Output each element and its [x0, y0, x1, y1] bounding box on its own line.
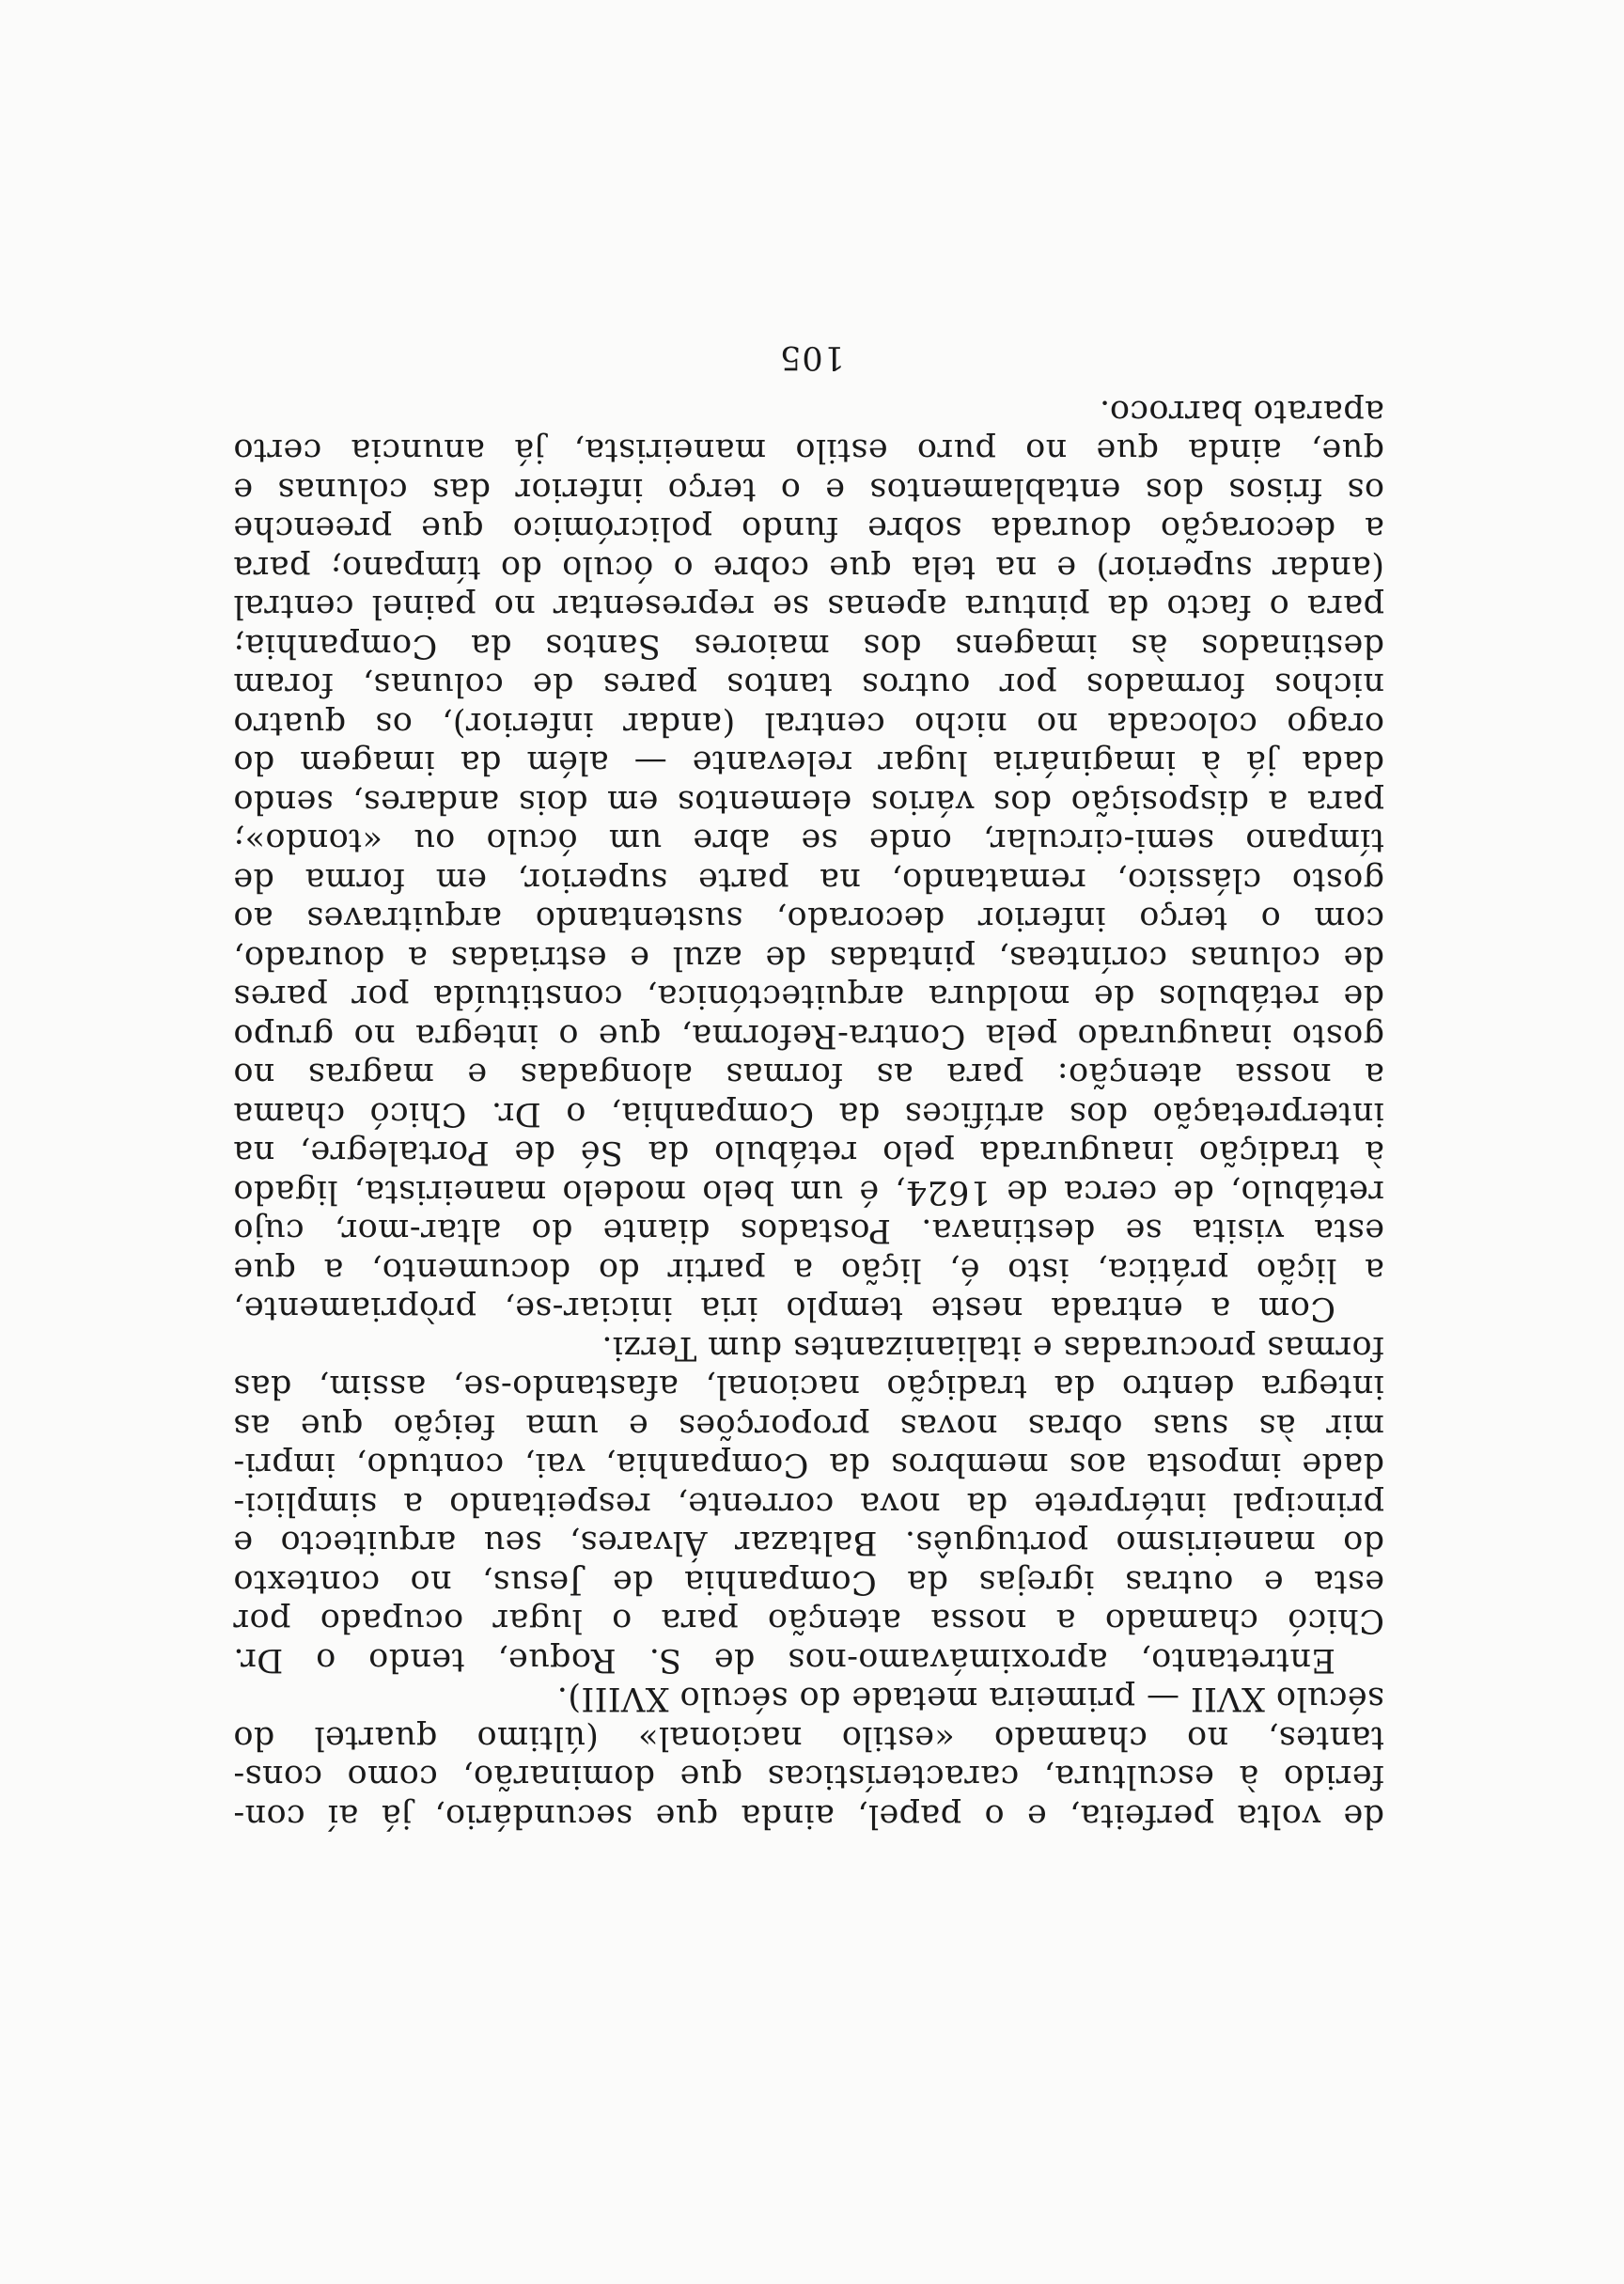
text-line: gosto inaugurado pela Contra-Reforma, que o integra no grupo: [233, 1017, 1384, 1055]
text-line: tantes, no chamado «estilo nacional» (último quartel do: [233, 1719, 1384, 1757]
text-line: destinados às imagens dos maiores Santos da Companhia;: [233, 627, 1384, 665]
text-line: formas procuradas e italianizantes dum Terzi.: [601, 1329, 1384, 1367]
text-line: ferido à escultura, características que dominarão, como cons-: [233, 1758, 1384, 1796]
text-line: a decoração dourada sobre fundo policrómico que preenche: [233, 509, 1384, 548]
text-line: orago colocada no nicho central (andar inferior), os quatro: [233, 705, 1384, 743]
text-line: gosto clássico, rematando, na parte superior, em forma de: [233, 861, 1384, 899]
text-line: Chicó chamado a nossa atenção para o lugar ocupado por: [233, 1602, 1384, 1640]
text-line: tímpano semi-circular, onde se abre um óculo ou «tondo»;: [233, 821, 1384, 860]
text-line: de volta perfeita, e o papel, ainda que secundário, já aí con-: [233, 1797, 1384, 1835]
text-line: dada já à imaginária lugar relevante — além da imagem do: [233, 743, 1384, 782]
text-line: século XVII — primeira metade do século XVIII).: [556, 1680, 1384, 1718]
text-line: os frisos dos entablamentos e o terço inferior das colunas e: [233, 471, 1384, 508]
text-line: com o terço inferior decorado, sustentando arquitraves ao: [233, 900, 1384, 938]
text-line: principal intérprete da nova corrente, respeitando a simplici-: [233, 1485, 1384, 1523]
text-line: de colunas corínteas, pintadas de azul e estriadas a dourado,: [233, 939, 1384, 977]
text-line: dade imposta aos membros da Companhia, vai, contudo, impri-: [233, 1446, 1384, 1484]
body-text: [233, 392, 1384, 1836]
text-line: para a disposição dos vários elementos em dois andares, sendo: [233, 783, 1384, 821]
page-number: 105: [779, 338, 845, 376]
text-line: mir às suas obras novas proporções e uma feição que as: [233, 1407, 1384, 1445]
text-line: (andar superior) e na tela que cobre o óculo do tímpano; para: [233, 549, 1384, 587]
text-line: integra dentro da tradição nacional, afastando-se, assim, das: [233, 1368, 1384, 1406]
text-line: à tradição inaugurada pelo retábulo da Sé de Portalegre, na: [233, 1134, 1384, 1172]
text-line: retábulo, de cerca de 1624, é um belo modelo maneirista, ligado: [233, 1173, 1384, 1211]
text-line: Com a entrada neste templo iria iniciar-se, pròpriamente,: [233, 1290, 1335, 1328]
text-line: esta e outras igrejas da Companhia de Jesus, no contexto: [233, 1563, 1384, 1601]
text-line: do maneirismo português. Baltazar Álvares, seu arquitecto e: [233, 1524, 1384, 1562]
text-line: nichos formados por outros tantos pares de colunas, foram: [233, 665, 1384, 704]
text-line: Entretanto, aproximávamo-nos de S. Roque, tendo o Dr.: [233, 1641, 1335, 1679]
text-line: esta visita se destinava. Postados diante do altar-mor, cujo: [233, 1212, 1384, 1250]
text-line: aparato barroco.: [1099, 393, 1384, 430]
text-line: que, ainda que no puro estilo maneirista, já anuncia certo: [233, 431, 1384, 470]
text-line: a lição prática, isto é, lição a partir do documento, a que: [233, 1251, 1384, 1289]
text-line: interpretação dos artífices da Companhia, o Dr. Chicó chama: [233, 1095, 1384, 1133]
text-line: para o facto da pintura apenas se representar no painel central: [233, 587, 1384, 626]
text-line: de retábulos de moldura arquitectónica, constituída por pares: [233, 978, 1384, 1016]
text-line: a nossa atenção: para as formas alongadas e magras no: [233, 1056, 1384, 1094]
